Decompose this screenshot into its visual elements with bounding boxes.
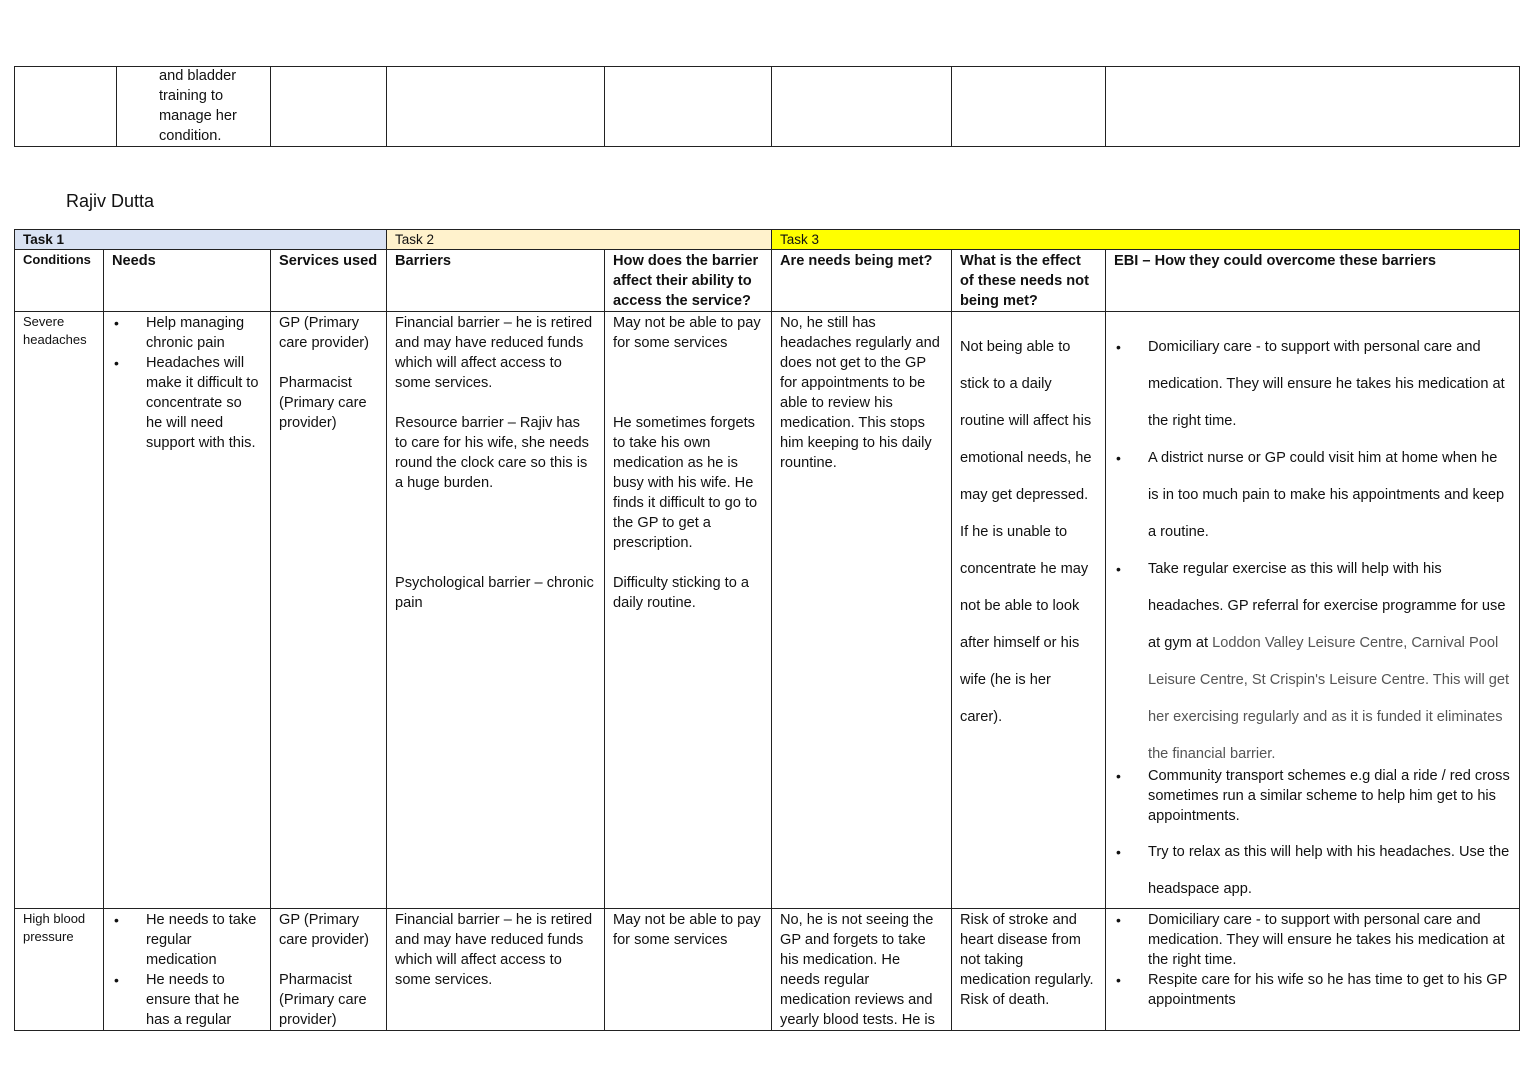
column-header-conditions: [15, 250, 104, 312]
prev-condition-cell: [15, 67, 117, 147]
list-item: • Community transport schemes e.g dial a ride / red cross sometimes run a similar scheme to help him get to his appointments.: [1114, 766, 1511, 826]
list-item: • Headaches will make it difficult to concentrate so he will need support with this.: [112, 353, 262, 453]
effect-item: If he is unable to concentrate he may not be able to look after himself or his wife (he is her carer).: [960, 524, 1089, 725]
barrier-item: Financial barrier – he is retired and may have reduced funds which will affect access to some services.: [395, 912, 593, 988]
barriers-cell: [387, 312, 605, 909]
prev-barriers-cell: [387, 67, 605, 147]
service-item: Pharmacist (Primary care provider): [279, 972, 367, 1028]
prev-needs-cell: [117, 67, 271, 147]
effect-not-met-cell: [952, 312, 1106, 909]
barriers-cell: [387, 909, 605, 1031]
list-item: • Respite care for his wife so he has time to get to his GP appointments: [1114, 970, 1511, 1010]
barrier-effect-cell: [605, 909, 772, 1031]
column-header-services: [271, 250, 387, 312]
column-header-text: Barriers: [395, 253, 451, 269]
needs-met-text: No, he is not seeing the GP and forgets to take his medication. He needs regular medication reviews and yearly blood tests. He is: [780, 912, 935, 1028]
needs-met-cell: [772, 312, 952, 909]
barrier-effect-cell: [605, 312, 772, 909]
task1-header: Task 1: [15, 230, 387, 250]
column-header-needs: [104, 250, 271, 312]
prev-needs-line: manage her: [159, 108, 237, 124]
condition-cell: [15, 909, 104, 1031]
column-header-ebi: [1106, 250, 1520, 312]
prev-ebi-cell: [1106, 67, 1520, 147]
condition-text: High blood pressure: [23, 911, 86, 944]
list-item: • Domiciliary care - to support with personal care and medication. They will ensure he takes his medication at the right time.: [1114, 329, 1511, 440]
service-item: GP (Primary care provider): [279, 912, 370, 948]
column-header-barriers: [387, 250, 605, 312]
ebi-cell: [1106, 909, 1520, 1031]
column-header-effect-not-met: [952, 250, 1106, 312]
column-header-text: EBI – How they could overcome these barriers: [1114, 253, 1436, 269]
table-row: [15, 909, 1520, 1031]
needs-cell: [104, 312, 271, 909]
services-cell: [271, 909, 387, 1031]
rajiv-dutta-table: [14, 229, 1520, 1031]
list-item: • Help managing chronic pain: [112, 313, 262, 353]
service-item: GP (Primary care provider): [279, 315, 370, 351]
leisure-centres-text: Loddon Valley Leisure Centre, Carnival Pool Leisure Centre, St Crispin's Leisure Centre. This will get her exercising regularly and as it is funded it eliminates the financial barrier.: [1148, 635, 1510, 762]
column-header-text: What is the effect of these needs not being met?: [960, 253, 1089, 309]
column-header-needs-met: [772, 250, 952, 312]
column-header-text: Conditions: [23, 252, 91, 267]
service-item: Pharmacist (Primary care provider): [279, 375, 367, 431]
table-row: [15, 312, 1520, 909]
prev-needs-line: training to: [159, 88, 224, 104]
list-item: • He needs to ensure that he has a regular: [112, 970, 262, 1030]
column-header-barrier-effect: [605, 250, 772, 312]
barrier-effect-item: May not be able to pay for some services: [613, 315, 761, 351]
prev-barrier-effect-cell: [605, 67, 772, 147]
task2-header: Task 2: [387, 230, 772, 250]
list-item: [1114, 551, 1511, 773]
section-title: Rajiv Dutta: [66, 191, 155, 211]
prev-needs-line: and bladder: [159, 68, 237, 84]
list-item: • Domiciliary care - to support with personal care and medication. They will ensure he takes his medication at the right time.: [1114, 910, 1511, 970]
effect-item: Not being able to stick to a daily routine will affect his emotional needs, he may get depressed.: [960, 339, 1092, 503]
column-header-text: How does the barrier affect their ability to access the service?: [613, 253, 759, 309]
list-item: • He needs to take regular medication: [112, 910, 262, 970]
needs-cell: [104, 909, 271, 1031]
barrier-effect-item: He sometimes forgets to take his own medication as he is busy with his wife. He finds it difficult to go to the GP to get a prescription.: [613, 415, 758, 551]
effect-item: Risk of stroke and heart disease from not taking medication regularly.: [960, 912, 1094, 988]
needs-met-cell: [772, 909, 952, 1031]
column-header-text: Services used: [279, 253, 378, 269]
prev-services-cell: [271, 67, 387, 147]
prev-needs-line: condition.: [159, 128, 222, 144]
list-item: • Try to relax as this will help with his headaches. Use the headspace app.: [1114, 834, 1511, 908]
barrier-effect-item: Difficulty sticking to a daily routine.: [613, 575, 750, 611]
effect-item: Risk of death.: [960, 992, 1050, 1008]
effect-not-met-cell: [952, 909, 1106, 1031]
ebi-cell: [1106, 312, 1520, 909]
task3-header: Task 3: [772, 230, 1520, 250]
barrier-item: Resource barrier – Rajiv has to care for his wife, she needs round the clock care so this is a huge burden.: [395, 415, 589, 491]
barrier-item: Financial barrier – he is retired and may have reduced funds which will affect access to some services.: [395, 315, 593, 391]
ebi-text: Take regular exercise as this will help with his headaches. GP referral for exercise programme for use at gym at: [1148, 561, 1506, 651]
list-item: • A district nurse or GP could visit him at home when he is in too much pain to make his appointments and keep a routine.: [1114, 440, 1511, 551]
services-cell: [271, 312, 387, 909]
condition-text: Severe headaches: [23, 314, 87, 347]
condition-cell: [15, 312, 104, 909]
previous-table-continuation: [14, 66, 1520, 147]
column-header-text: Needs: [112, 253, 156, 269]
barrier-item: Psychological barrier – chronic pain: [395, 575, 594, 611]
barrier-effect-item: May not be able to pay for some services: [613, 912, 761, 948]
prev-needs-met-cell: [772, 67, 952, 147]
prev-effect-cell: [952, 67, 1106, 147]
needs-met-text: No, he still has headaches regularly and does not get to the GP for appointments to be able to review his medication. This stops him keeping to his daily rountine.: [780, 315, 940, 471]
column-header-text: Are needs being met?: [780, 253, 933, 269]
